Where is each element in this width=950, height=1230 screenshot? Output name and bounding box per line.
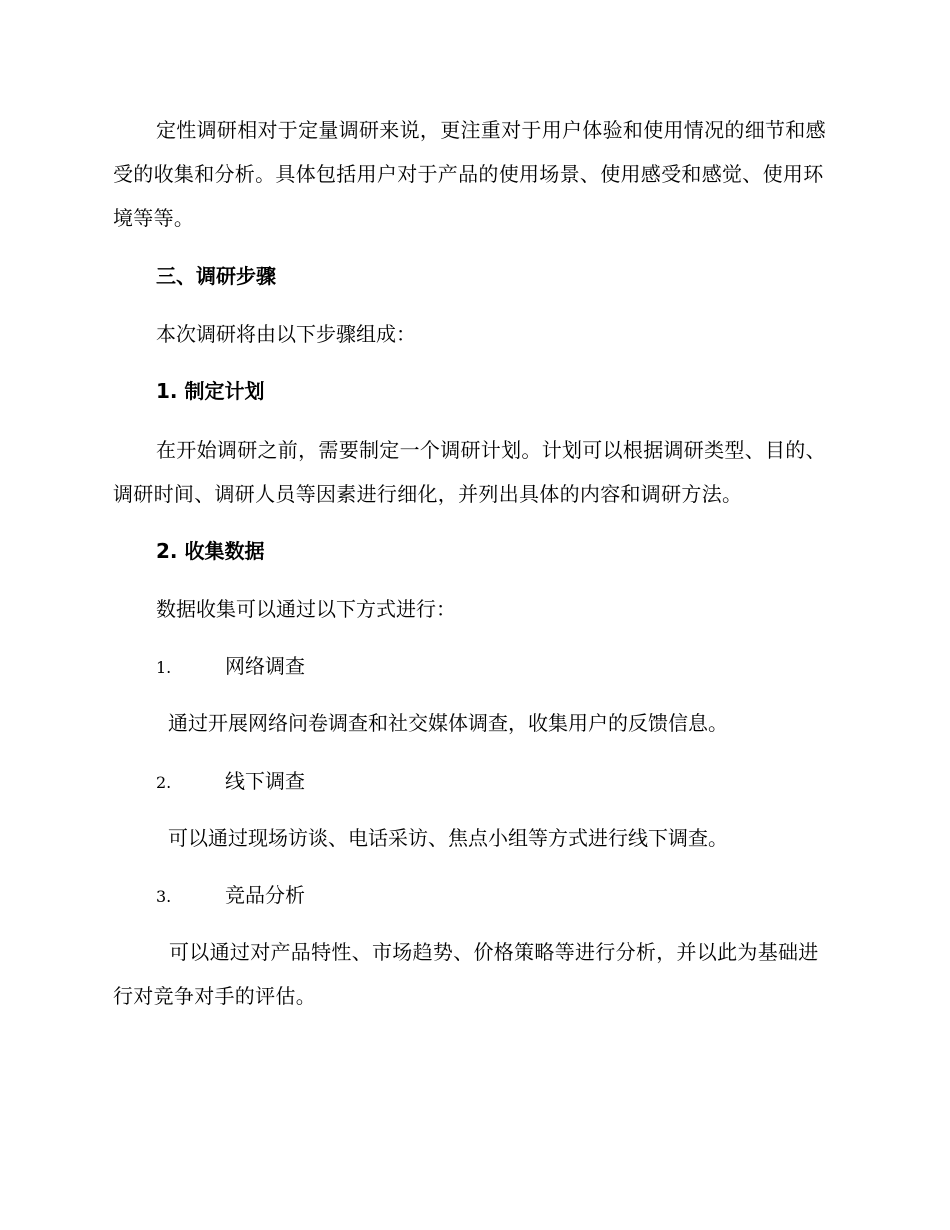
step-2-intro-text: 数据收集可以通过以下方式进行： [156, 597, 456, 621]
method-number: 3. [156, 887, 172, 906]
method-number: 1. [156, 658, 172, 677]
steps-intro-text: 本次调研将由以下步骤组成： [156, 322, 416, 346]
method-description: 可以通过对产品特性、市场趋势、价格策略等进行分析，并以此为基础进行对竞争对手的评估。 [113, 940, 819, 1008]
method-title: 竞品分析 [225, 883, 305, 907]
method-number: 2. [156, 773, 172, 792]
method-title: 线下调查 [225, 769, 305, 793]
method-description: 通过开展网络问卷调查和社交媒体调查，收集用户的反馈信息。 [168, 711, 728, 735]
step-2-heading: 2. 收集数据 [156, 539, 265, 563]
method-item-3 [156, 881, 305, 911]
section-3-heading: 三、调研步骤 [156, 264, 276, 288]
method-item-2 [156, 767, 305, 797]
step-1-heading: 1. 制定计划 [156, 379, 265, 403]
method-item-1 [156, 652, 305, 682]
step-1-paragraph: 在开始调研之前，需要制定一个调研计划。计划可以根据调研类型、目的、调研时间、调研人员等因素进行细化，并列出具体的内容和调研方法。 [113, 438, 826, 506]
intro-paragraph: 定性调研相对于定量调研来说，更注重对于用户体验和使用情况的细节和感受的收集和分析。具体包括用户对于产品的使用场景、使用感受和感觉、使用环境等等。 [113, 118, 826, 230]
method-description: 可以通过现场访谈、电话采访、焦点小组等方式进行线下调查。 [168, 826, 728, 850]
method-title: 网络调查 [225, 654, 305, 678]
